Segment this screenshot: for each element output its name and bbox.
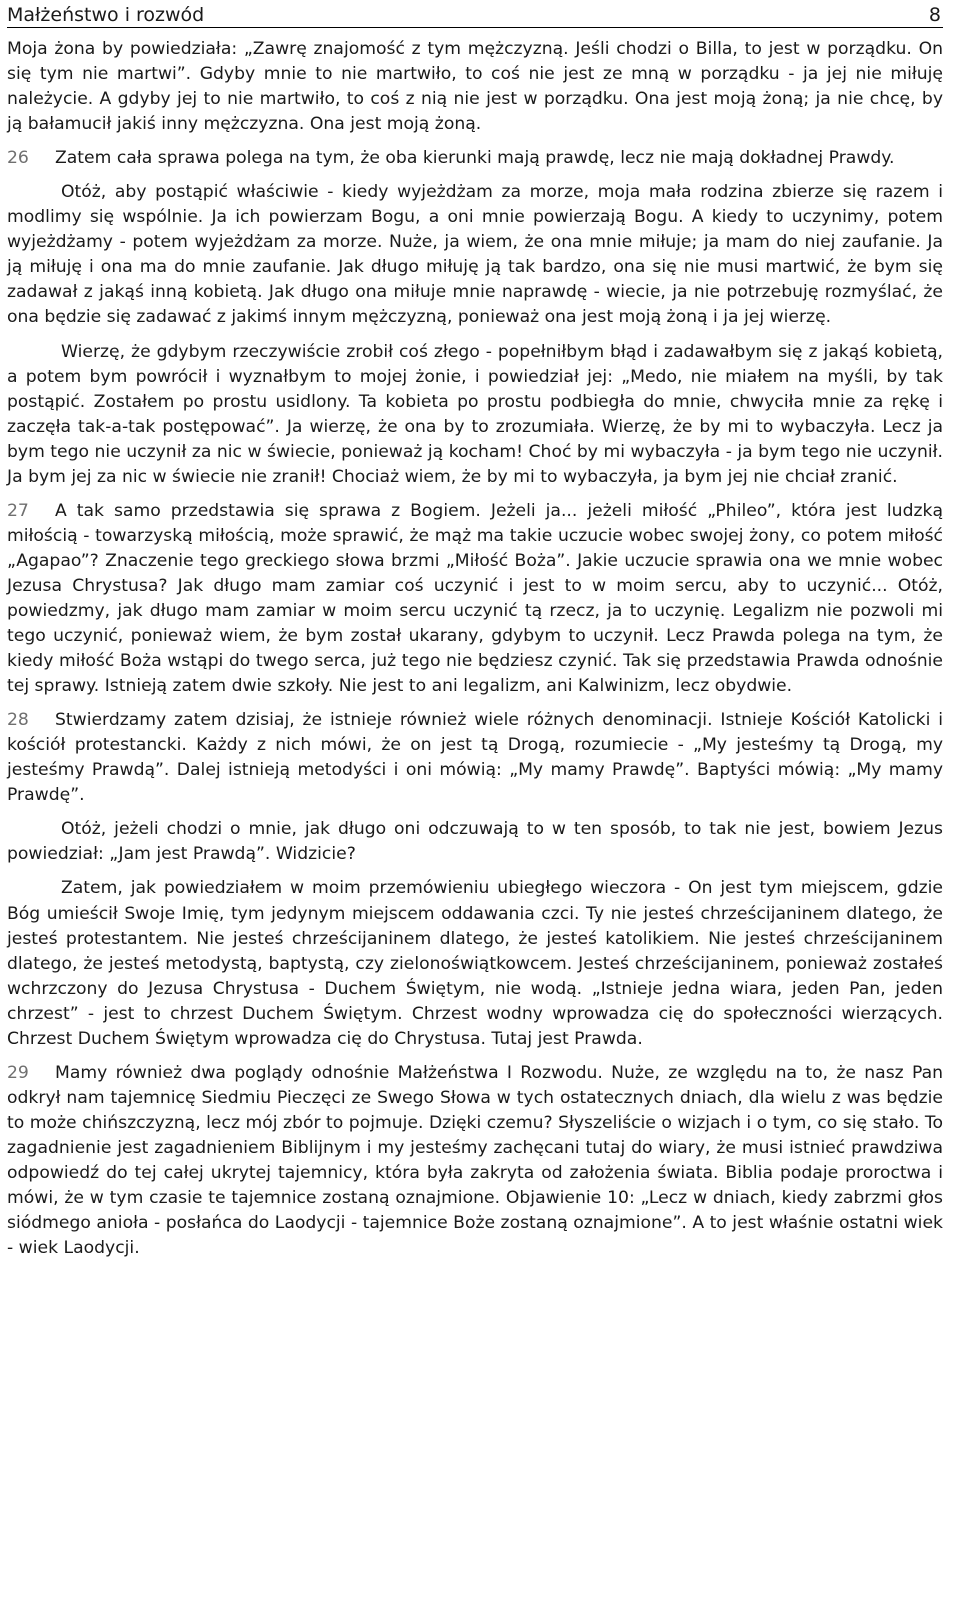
paragraph-text: Moja żona by powiedziała: „Zawrę znajomość z tym mężczyzną. Jeśli chodzi o Billa, to jest w porządku. On się tym nie martwi”. Gdyby mnie to nie martwiło, to coś nie jest ze mną w porządku - ja jej nie miłuję należycie. A gdyby jej to nie martwiło, to coś z nią nie jest w porządku. Ona jest moją żoną; ja nie chcę, by ją bałamucił jakiś inny mężczyzna. Ona jest moją żoną. <box>7 39 943 135</box>
paragraph-text: Wierzę, że gdybym rzeczywiście zrobił coś złego - popełniłbym błąd i zadawałbym się z jakąś kobietą, a potem bym powrócił i wyznałbym to mojej żonie, i powiedział jej: „Medo, nie miałem na myśli, by tak postąpić. Zostałem po prostu usidlony. Ta kobieta po prostu podbiegła do mnie, chwyciła mnie za rękę i zaczęła tak-a-tak postępować”. Ja wierzę, że ona by to zrozumiała. Wierzę, że by mi to wybaczyła. Lecz ja bym tego nie uczynił za nic w świecie, ponieważ ją kocham! Choć by mi wybaczyła - ja bym tego nie uczynił. Ja bym jej za nic w świecie nie zranił! Chociaż wiem, że by mi to wybaczyła, ja bym jej nie chciał zranić. <box>7 341 943 487</box>
paragraph-text: A tak samo przedstawia się sprawa z Bogiem. Jeżeli ja... jeżeli miłość „Phileo”, która jest ludzką miłością - towarzyską miłością, może sprawić, że mąż ma takie uczucie wobec swojej żony, co potem miłość „Agapao”? Znaczenie tego greckiego słowa brzmi „Miłość Boża”. Jakie uczucie sprawia ona we mnie wobec Jezusa Chrystusa? Jak długo mam zamiar coś uczynić i jest to w moim sercu, aby to uczynić... Otóż, powiedzmy, jak długo mam zamiar w moim sercu uczynić tą rzecz, ja to uczynię. Legalizm nie pozwoli mi tego uczynić, ponieważ wiem, że bym został ukarany, gdybym to uczynił. Lecz Prawda polega na tym, że kiedy miłość Boża wstąpi do twego serca, już tego nie będziesz czynić. Tak się przedstawia Prawda odnośnie tej sprawy. Istnieją zatem dwie szkoły. Nie jest to ani legalizm, ani Kalwinizm, lecz obydwie. <box>7 500 943 697</box>
paragraph <box>7 876 943 1051</box>
paragraph <box>7 37 943 137</box>
page-number: 8 <box>928 4 941 26</box>
paragraph-text: Stwierdzamy zatem dzisiaj, że istnieje również wiele różnych denominacji. Istnieje Kościół Katolicki i kościół protestancki. Każdy z nich mówi, że on jest tą Drogą, rozumiecie - „My jesteśmy tą Drogą, my jesteśmy Prawdą”. Dalej istnieją metodyści i oni mówią: „My mamy Prawdę”. Baptyści mówią: „My mamy Prawdę”. <box>7 710 943 806</box>
paragraph-number: 29 <box>7 1062 29 1083</box>
paragraph-text: Otóż, aby postąpić właściwie - kiedy wyjeżdżam za morze, moja mała rodzina zbierze się razem i modlimy się wspólnie. Ja ich powierzam Bogu, a oni mnie powierzają Bogu. A kiedy to uczynimy, potem wyjeżdżamy - potem wyjeżdżam za morze. Nuże, ja wiem, że ona mnie miłuje; ja mam do niej zaufanie. Ja ją miłuję i ona ma do mnie zaufanie. Jak długo miłuję ją tak bardzo, ona się nie musi martwić, że bym się zadawał z jakąś inną kobietą. Jak długo ona miłuje mnie naprawdę - wiecie, ja nie potrzebuję rozmyślać, że ona będzie się zadawać z jakimś innym mężczyzną, ponieważ ona jest moją żoną i ja jej wierzę. <box>7 182 943 328</box>
paragraph-text: Mamy również dwa poglądy odnośnie Małżeństwa I Rozwodu. Nuże, ze względu na to, że nasz Pan odkrył nam tajemnicę Siedmiu Pieczęci ze Swego Słowa w tych ostatecznych dniach, dla wielu z was będzie to może chińszczyzną, lecz mój zbór to pojmuje. Dzięki czemu? Słyszeliście o wizjach i o tym, co się stało. To zagadnienie jest zagadnieniem Biblijnym i my jesteśmy zachęcani tutaj do wiary, że musi istnieć prawdziwa odpowiedź do tej całej ukrytej tajemnicy, która była zakryta od założenia świata. Biblia podaje proroctwa i mówi, że w tym czasie te tajemnice zostaną oznajmione. Objawienie 10: „Lecz w dniach, kiedy zabrzmi głos siódmego anioła - posłańca do Laodycji - tajemnice Boże zostaną oznajmione”. A to jest właśnie ostatni wiek - wiek Laodycji. <box>7 1062 943 1259</box>
paragraph <box>7 146 943 171</box>
paragraph <box>7 180 943 330</box>
paragraph <box>7 1061 943 1261</box>
paragraph-number: 28 <box>7 710 29 731</box>
paragraph-number: 27 <box>7 500 29 521</box>
body-text <box>7 37 943 1261</box>
paragraph-text: Zatem, jak powiedziałem w moim przemówieniu ubiegłego wieczora - On jest tym miejscem, gdzie Bóg umieścił Swoje Imię, tym jedynym miejscem oddawania czci. Ty nie jesteś chrześcijaninem dlatego, że jesteś protestantem. Nie jesteś chrześcijaninem dlatego, że jesteś katolikiem. Nie jesteś chrześcijaninem dlatego, że jesteś metodystą, baptystą, czy zielonoświątkowcem. Jesteś chrześcijaninem, ponieważ zostałeś wchrzczony do Jezusa Chrystusa - Duchem Świętym, nie wodą. „Istnieje jedna wiara, jeden Pan, jeden chrzest” - jest to chrzest Duchem Świętym. Chrzest wodny wprowadza cię do społeczności wierzących. Chrzest Duchem Świętym wprowadza cię do Chrystusa. Tutaj jest Prawda. <box>7 878 943 1049</box>
paragraph <box>7 499 943 699</box>
paragraph-text: Otóż, jeżeli chodzi o mnie, jak długo oni odczuwają to w ten sposób, to tak nie jest, bowiem Jezus powiedział: „Jam jest Prawdą”. Widzicie? <box>7 819 943 865</box>
paragraph <box>7 817 943 867</box>
paragraph <box>7 708 943 808</box>
paragraph-text: Zatem cała sprawa polega na tym, że oba kierunki mają prawdę, lecz nie mają dokładnej Prawdy. <box>55 148 895 169</box>
document-title: Małżeństwo i rozwód <box>7 4 205 26</box>
running-header <box>7 0 943 28</box>
paragraph <box>7 340 943 490</box>
paragraph-number: 26 <box>7 148 29 169</box>
